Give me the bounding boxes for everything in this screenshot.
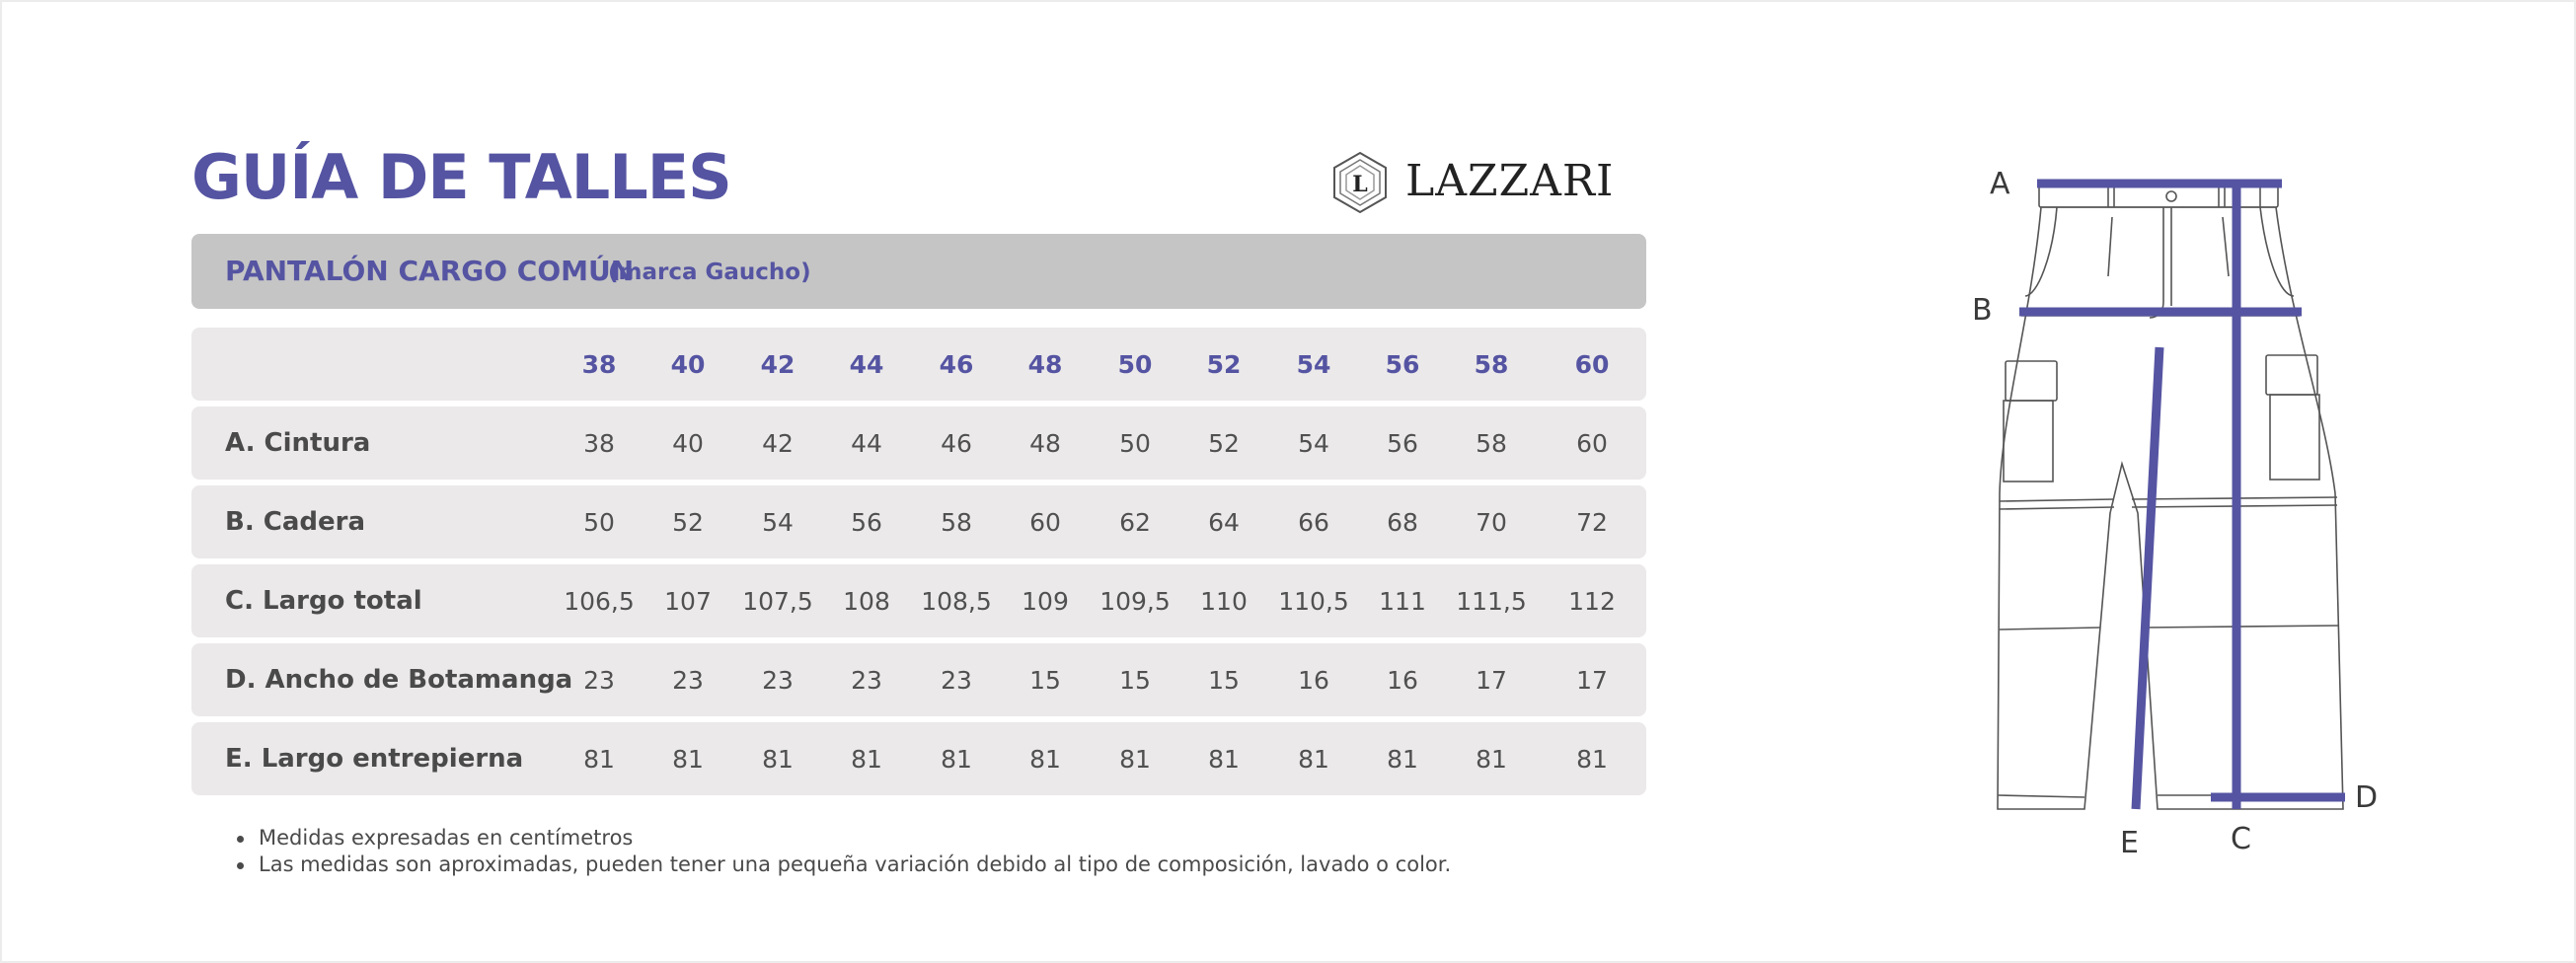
table-cell: 81: [1267, 722, 1360, 795]
table-row: [191, 407, 1646, 480]
table-row: [191, 485, 1646, 558]
size-header: 58: [1445, 328, 1538, 401]
row-label: D. Ancho de Botamanga: [191, 643, 557, 716]
table-cell: 48: [1001, 407, 1090, 480]
pants-outline: [1998, 185, 2343, 809]
table-cell: 110: [1180, 564, 1267, 637]
table-cell: 15: [1180, 643, 1267, 716]
table-cell: 16: [1267, 643, 1360, 716]
table-row: [191, 722, 1646, 795]
table-cell: 81: [1001, 722, 1090, 795]
brand-logo: [1330, 150, 1615, 215]
table-cell: 54: [734, 485, 821, 558]
table-cell: 56: [821, 485, 912, 558]
size-header-row: [191, 328, 1646, 401]
size-header: 44: [821, 328, 912, 401]
size-header: 50: [1090, 328, 1180, 401]
size-header: 40: [642, 328, 734, 401]
table-cell: 15: [1001, 643, 1090, 716]
product-header: [191, 234, 1646, 309]
cargo-pants-illustration: [1964, 158, 2418, 868]
size-table: [191, 322, 1646, 801]
table-cell: 81: [734, 722, 821, 795]
note-item: Medidas expresadas en centímetros: [235, 825, 1451, 852]
size-header: 48: [1001, 328, 1090, 401]
table-cell: 81: [1090, 722, 1180, 795]
note-item: Las medidas son aproximadas, pueden tener una pequeña variación debido al tipo de composición, lavado o color.: [235, 852, 1451, 878]
table-cell: 72: [1538, 485, 1646, 558]
row-label: E. Largo entrepierna: [191, 722, 557, 795]
label-e: E: [2120, 826, 2139, 860]
table-cell: 81: [557, 722, 642, 795]
table-cell: 17: [1445, 643, 1538, 716]
table-cell: 107: [642, 564, 734, 637]
size-header: 52: [1180, 328, 1267, 401]
product-brand-note: (marca Gaucho): [608, 259, 811, 285]
hexagon-logo-icon: [1330, 150, 1390, 215]
table-cell: 81: [642, 722, 734, 795]
size-header: 54: [1267, 328, 1360, 401]
table-cell: 52: [642, 485, 734, 558]
measure-line-e: [2136, 347, 2159, 809]
table-cell: 111: [1360, 564, 1445, 637]
table-cell: 23: [642, 643, 734, 716]
table-cell: 81: [1360, 722, 1445, 795]
size-header: 60: [1538, 328, 1646, 401]
page-title: GUÍA DE TALLES: [191, 141, 731, 213]
table-cell: 44: [821, 407, 912, 480]
table-cell: 68: [1360, 485, 1445, 558]
row-label: A. Cintura: [191, 407, 557, 480]
table-cell: 56: [1360, 407, 1445, 480]
table-cell: 112: [1538, 564, 1646, 637]
label-a: A: [1990, 167, 2010, 201]
table-cell: 15: [1090, 643, 1180, 716]
table-cell: 40: [642, 407, 734, 480]
row-label: B. Cadera: [191, 485, 557, 558]
table-cell: 64: [1180, 485, 1267, 558]
table-cell: 81: [821, 722, 912, 795]
table-cell: 109: [1001, 564, 1090, 637]
size-header: 42: [734, 328, 821, 401]
table-cell: 106,5: [557, 564, 642, 637]
row-label: C. Largo total: [191, 564, 557, 637]
table-cell: 50: [1090, 407, 1180, 480]
table-cell: 107,5: [734, 564, 821, 637]
table-cell: 81: [1538, 722, 1646, 795]
table-cell: 81: [912, 722, 1001, 795]
size-header: 56: [1360, 328, 1445, 401]
table-cell: 60: [1001, 485, 1090, 558]
table-cell: 23: [557, 643, 642, 716]
notes-list: [235, 825, 1451, 878]
table-cell: 109,5: [1090, 564, 1180, 637]
table-cell: 38: [557, 407, 642, 480]
table-cell: 58: [912, 485, 1001, 558]
table-cell: 108: [821, 564, 912, 637]
size-header: 46: [912, 328, 1001, 401]
table-cell: 110,5: [1267, 564, 1360, 637]
table-cell: 23: [912, 643, 1001, 716]
label-b: B: [1972, 293, 1993, 328]
table-row: [191, 643, 1646, 716]
table-cell: 58: [1445, 407, 1538, 480]
table-cell: 70: [1445, 485, 1538, 558]
product-name: PANTALÓN CARGO COMÚN: [225, 255, 635, 287]
table-cell: 81: [1445, 722, 1538, 795]
table-cell: 62: [1090, 485, 1180, 558]
table-cell: 17: [1538, 643, 1646, 716]
logo-monogram: L: [1352, 172, 1368, 197]
table-row: [191, 564, 1646, 637]
table-cell: 23: [734, 643, 821, 716]
size-header: 38: [557, 328, 642, 401]
table-cell: 46: [912, 407, 1001, 480]
table-cell: 81: [1180, 722, 1267, 795]
table-cell: 111,5: [1445, 564, 1538, 637]
label-c: C: [2231, 822, 2251, 856]
table-cell: 52: [1180, 407, 1267, 480]
table-cell: 60: [1538, 407, 1646, 480]
table-cell: 54: [1267, 407, 1360, 480]
measure-lines: [2019, 184, 2345, 809]
label-d: D: [2355, 780, 2379, 815]
table-cell: 66: [1267, 485, 1360, 558]
brand-name: LAZZARI: [1405, 156, 1615, 206]
table-cell: 16: [1360, 643, 1445, 716]
header-label-cell: [191, 328, 557, 401]
table-cell: 23: [821, 643, 912, 716]
table-cell: 108,5: [912, 564, 1001, 637]
table-cell: 42: [734, 407, 821, 480]
table-cell: 50: [557, 485, 642, 558]
